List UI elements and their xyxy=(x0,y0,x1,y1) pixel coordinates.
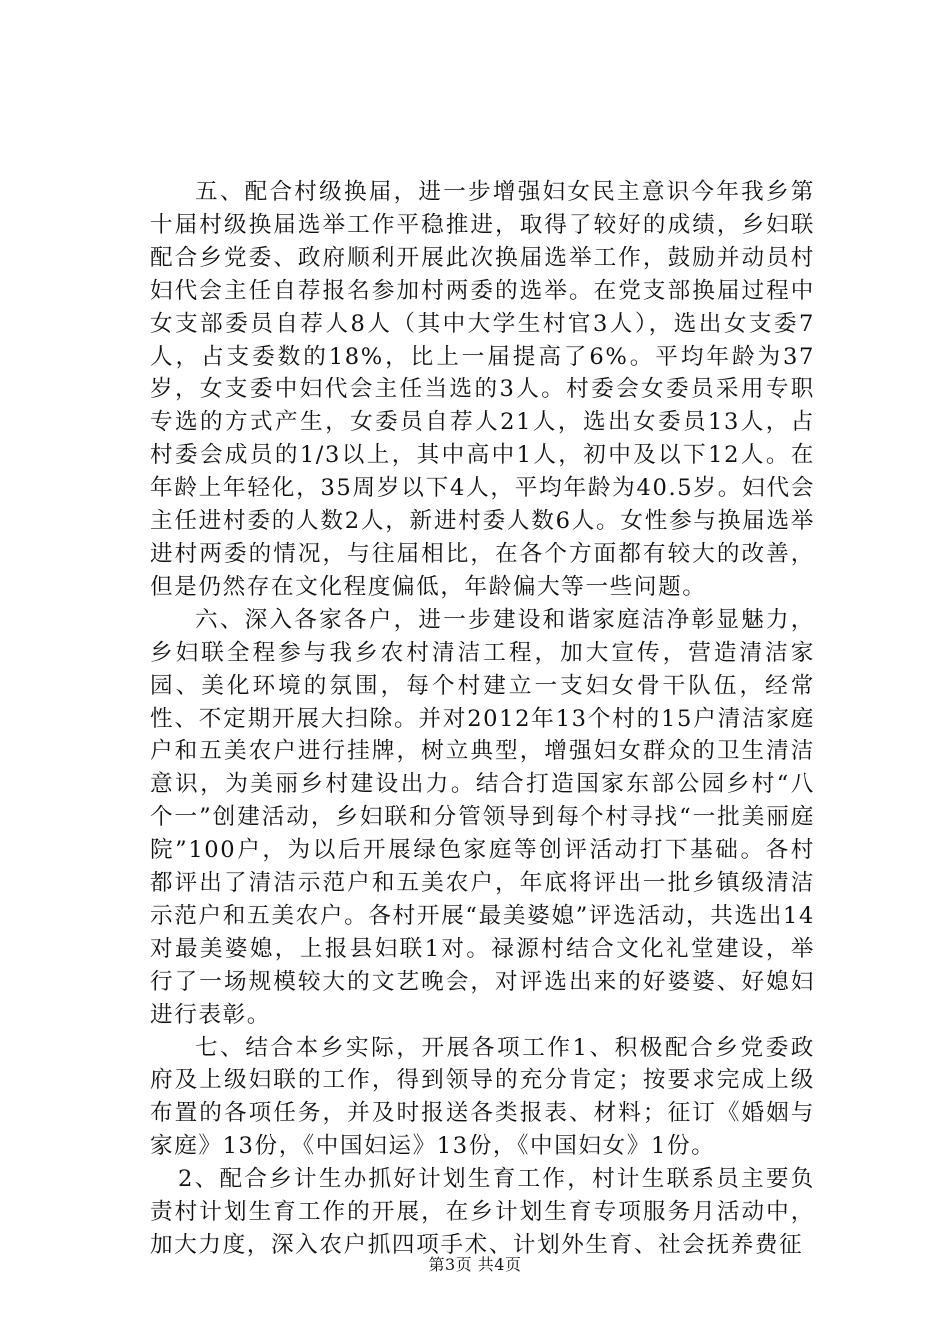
page-footer: 第3页 共4页 xyxy=(428,1255,522,1274)
paragraph-seven: 七、结合本乡实际，开展各项工作1、积极配合乡党委政府及上级妇联的工作，得到领导的充分肯定；按要求完成上级布置的各项任务，并及时报送各类报表、材料；征订《婚姻与家庭》13份，《中国妇运》13份，《中国妇女》1份。 xyxy=(150,1034,815,1160)
paragraph-seven-item-2: 2、配合乡计生办抓好计划生育工作，村计生联系员主要负责村计划生育工作的开展，在乡计划生育专项服务月活动中，加大力度，深入农户抓四项手术、计划外生育、社会抚养费征 xyxy=(150,1166,815,1258)
paragraph-six: 六、深入各家各户，进一步建设和谐家庭洁净彰显魅力，乡妇联全程参与我乡农村清洁工程，加大宣传，营造清洁家园、美化环境的氛围，每个村建立一支妇女骨干队伍，经常性、不定期开展大扫除。并对2012年13个村的15户清洁家庭户和五美农户进行挂牌，树立典型，增强妇女群众的卫生清洁意识，为美丽乡村建设出力。结合打造国家东部公园乡村“八个一”创建活动，乡妇联和分管领导到每个村寻找“一批美丽庭院”100户，为以后开展绿色家庭等创评活动打下基础。各村都评出了清洁示范户和五美农户，年底将评出一批乡镇级清洁示范户和五美农户。各村开展“最美婆媳”评选活动，共选出14对最美婆媳，上报县妇联1对。禄源村结合文化礼堂建设，举行了一场规模较大的文艺晚会，对评选出来的好婆婆、好媳妇进行表彰。 xyxy=(150,606,815,1028)
paragraph-five: 五、配合村级换届，进一步增强妇女民主意识今年我乡第十届村级换届选举工作平稳推进，取得了较好的成绩，乡妇联配合乡党委、政府顺利开展此次换届选举工作，鼓励并动员村妇代会主任自荐报名参加村两委的选举。在党支部换届过程中女支部委员自荐人8人（其中大学生村官3人），选出女支委7人，占支委数的18%，比上一届提高了6%。平均年龄为37岁，女支委中妇代会主任当选的3人。村委会女委员采用专职专选的方式产生，女委员自荐人21人，选出女委员13人，占村委会成员的1/3以上，其中高中1人，初中及以下12人。在年龄上年轻化，35周岁以下4人，平均年龄为40.5岁。妇代会主任进村委的人数2人，新进村委人数6人。女性参与换届选举进村两委的情况，与往届相比，在各个方面都有较大的改善，但是仍然存在文化程度偏低，年龄偏大等一些问题。 xyxy=(150,179,815,600)
document-body xyxy=(150,176,815,1262)
